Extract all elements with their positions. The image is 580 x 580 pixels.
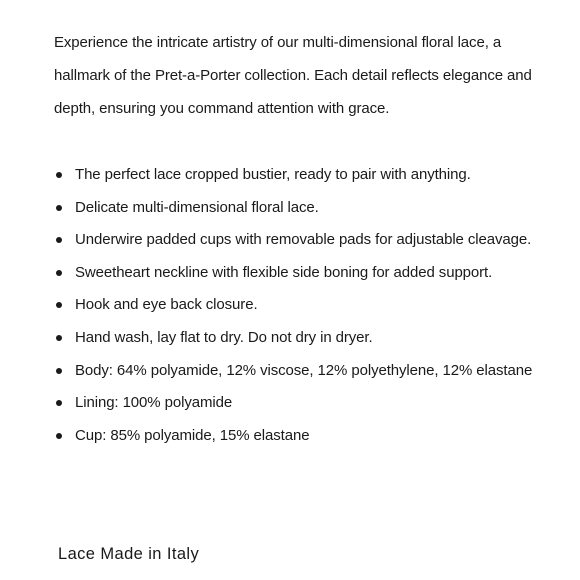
list-item	[54, 192, 554, 225]
feature-text: Cup: 85% polyamide, 15% elastane	[75, 426, 310, 444]
feature-text: Lining: 100% polyamide	[75, 394, 233, 412]
list-item	[54, 387, 554, 420]
bullet-icon	[56, 400, 62, 406]
list-item	[54, 224, 554, 257]
feature-text: Body: 64% polyamide, 12% viscose, 12% polyethylene, 12% elastane	[75, 361, 533, 379]
feature-list	[54, 159, 554, 452]
bullet-icon	[56, 433, 62, 439]
product-description: Experience the intricate artistry of our multi-dimensional floral lace, a hallmark of the Pret-a-Porter collection. Each detail reflects elegance and depth, ensuring you command attention with grace.	[54, 34, 532, 117]
bullet-icon	[56, 205, 62, 211]
feature-text: Hand wash, lay flat to dry. Do not dry in dryer.	[75, 328, 373, 346]
feature-text: Delicate multi-dimensional floral lace.	[75, 198, 319, 216]
list-item	[54, 289, 554, 322]
bullet-icon	[56, 270, 62, 276]
feature-text: Hook and eye back closure.	[75, 296, 258, 314]
bullet-icon	[56, 302, 62, 308]
bullet-icon	[56, 368, 62, 374]
feature-text: Underwire padded cups with removable pads for adjustable cleavage.	[75, 231, 532, 249]
origin-label: Lace Made in Italy	[58, 545, 200, 563]
bullet-icon	[56, 335, 62, 341]
list-item	[54, 257, 554, 290]
list-item	[54, 355, 554, 388]
bullet-icon	[56, 237, 62, 243]
list-item	[54, 159, 554, 192]
feature-text: The perfect lace cropped bustier, ready to pair with anything.	[75, 166, 471, 183]
feature-text: Sweetheart neckline with flexible side boning for added support.	[75, 263, 493, 281]
bullet-icon	[56, 172, 62, 178]
list-item	[54, 420, 554, 453]
list-item	[54, 322, 554, 355]
